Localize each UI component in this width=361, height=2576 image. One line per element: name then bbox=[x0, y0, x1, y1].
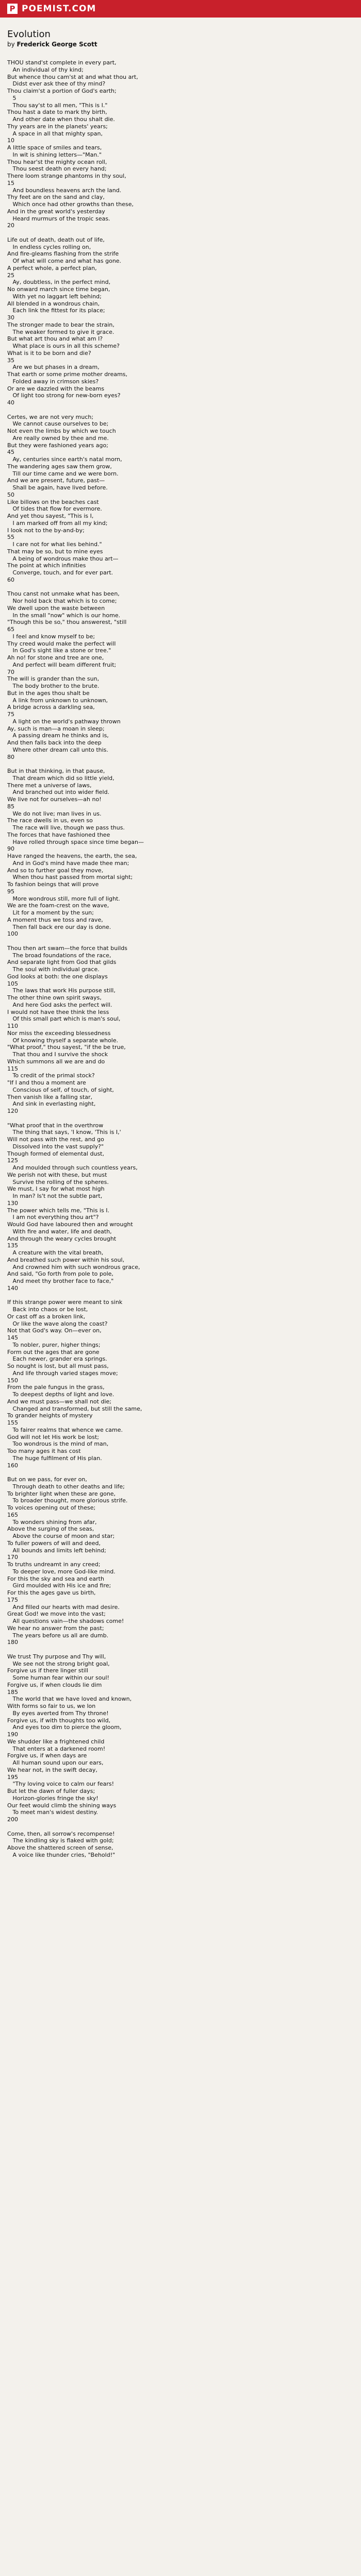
poem-line: The race will live, though we pass thus. bbox=[7, 824, 125, 831]
line-number: 195 bbox=[7, 1773, 18, 1781]
poem-line: Heard murmurs of the tropic seas. bbox=[7, 215, 110, 222]
poem-line: But they were fashioned years ago; bbox=[7, 442, 108, 449]
by-label: by bbox=[7, 41, 17, 48]
poem-byline bbox=[7, 41, 361, 48]
line-number: 55 bbox=[7, 534, 14, 541]
line-number: 25 bbox=[7, 272, 14, 279]
stanza-break bbox=[7, 406, 361, 414]
poem-line: Ay, doubtless, in the perfect mind, bbox=[7, 279, 111, 286]
poem-line: Conscious of self, of touch, of sight, bbox=[7, 1086, 114, 1093]
line-number: 65 bbox=[7, 626, 14, 633]
poem-line: Form out the ages that are gone bbox=[7, 1348, 100, 1355]
line-number: 145 bbox=[7, 1334, 18, 1341]
poem-line: "Though this be so," thou answerest, "still bbox=[7, 619, 127, 626]
poem-line: And sink in everlasting night, bbox=[7, 1100, 96, 1108]
poem-container bbox=[0, 18, 361, 1859]
poem-line: And breathed such power within his soul, bbox=[7, 1256, 125, 1263]
poem-line: And meet thy brother face to face," bbox=[7, 1278, 114, 1284]
poem-line: And crowned him with such wondrous grace, bbox=[7, 1263, 140, 1270]
poem-line: Come, then, all sorrow's recompense! bbox=[7, 1830, 115, 1837]
poem-line: Horizon-glories fringe the sky! bbox=[7, 1794, 99, 1802]
poem-line: Thy creed would make the perfect will bbox=[7, 640, 116, 647]
poemist-logo-icon[interactable]: P bbox=[7, 4, 18, 14]
poem-line: The power which tells me, "This is I. bbox=[7, 1207, 109, 1214]
poem-line: And in the great world's yesterday bbox=[7, 208, 105, 215]
poem-line: The will is grander than the sun, bbox=[7, 675, 100, 683]
poem-line: A moment thus we toss and rave, bbox=[7, 916, 103, 923]
poem-line: Each link the fittest for its place; bbox=[7, 307, 105, 314]
stanza-break bbox=[7, 584, 361, 591]
poem-line: The broad foundations of the race, bbox=[7, 952, 111, 959]
poem-line: The stronger made to bear the strain, bbox=[7, 321, 114, 328]
poem-line: Thou seest death on every hand; bbox=[7, 165, 107, 173]
poem-line: Our feet would climb the shining ways bbox=[7, 1802, 117, 1809]
poem-line: The other thine own spirit sways, bbox=[7, 994, 102, 1001]
poem-line: What is it to be born and die? bbox=[7, 349, 91, 357]
line-number: 150 bbox=[7, 1377, 18, 1384]
poem-line: Some human fear within our soul! bbox=[7, 1674, 109, 1681]
poem-line: For this the ages gave us birth, bbox=[7, 1589, 96, 1596]
poem-line: The world that we have loved and known, bbox=[7, 1696, 132, 1703]
poem-line: Are really owned by thee and me. bbox=[7, 434, 109, 442]
poem-line: The huge fulfilment of His plan. bbox=[7, 1454, 102, 1462]
poem-line: Dissolved into the vast supply?" bbox=[7, 1143, 104, 1150]
poem-line: Where other dream call unto this. bbox=[7, 746, 108, 753]
line-number: 75 bbox=[7, 711, 14, 718]
poem-line: In wit is shining letters—"Man." bbox=[7, 151, 102, 158]
poem-line: Too wondrous is the mind of man, bbox=[7, 1440, 109, 1448]
poem-line: The wandering ages saw them grow, bbox=[7, 463, 112, 470]
line-number: 130 bbox=[7, 1199, 18, 1207]
poem-line: And life through varied stages move; bbox=[7, 1369, 118, 1377]
poem-line: And we must pass—we shall not die; bbox=[7, 1398, 111, 1405]
poem-line: Folded away in crimson skies? bbox=[7, 378, 99, 385]
poem-line: The kindling sky is flaked with gold; bbox=[7, 1837, 114, 1844]
poem-line: A perfect whole, a perfect plan, bbox=[7, 264, 97, 272]
poem-line: Are we but phases in a dream, bbox=[7, 364, 100, 371]
poem-line: Nor hold back that which is to come; bbox=[7, 598, 117, 604]
poem-line: God will not let His work be lost; bbox=[7, 1433, 99, 1440]
poem-line: And yet thou sayest, "This is I, bbox=[7, 513, 94, 519]
poem-line: And other date when thou shalt die. bbox=[7, 116, 115, 123]
poem-line: Or like the wave along the coast? bbox=[7, 1320, 108, 1327]
line-number: 5 bbox=[7, 94, 17, 101]
poem-line: And through the weary cycles brought bbox=[7, 1235, 117, 1242]
poem-line: Though formed of elemental dust, bbox=[7, 1150, 104, 1157]
poem-line: And eyes too dim to pierce the gloom, bbox=[7, 1724, 122, 1731]
poem-line: Thou claim'st a portion of God's earth; bbox=[7, 88, 117, 94]
poem-line: A light on the world's pathway thrown bbox=[7, 718, 121, 725]
line-number: 165 bbox=[7, 1511, 18, 1518]
poem-line: The body brother to the brute. bbox=[7, 683, 100, 689]
poem-line: With forms so fair to us, we lon bbox=[7, 1703, 96, 1709]
poem-line: The thing that says, 'I know, 'This is I,' bbox=[7, 1129, 121, 1136]
poem-line: Back into chaos or be lost, bbox=[7, 1306, 88, 1313]
poem-line: That thou and I survive the shock bbox=[7, 1051, 108, 1058]
stanza-break bbox=[7, 938, 361, 945]
line-number: 40 bbox=[7, 399, 14, 406]
poem-line: "Thy loving voice to calm our fears! bbox=[7, 1781, 114, 1788]
poem-line: Till our time came and we were born. bbox=[7, 470, 119, 477]
poem-line: The point at which infinities bbox=[7, 562, 86, 569]
poem-line: Gird moulded with His ice and fire; bbox=[7, 1582, 111, 1589]
poem-line: And then falls back into the deep bbox=[7, 739, 102, 746]
line-number: 135 bbox=[7, 1242, 18, 1249]
poem-line: There loom strange phantoms in thy soul, bbox=[7, 173, 126, 179]
poem-line: Changed and transformed, but still the same, bbox=[7, 1405, 142, 1412]
poem-line: Above the course of moon and star; bbox=[7, 1533, 115, 1539]
poem-line: To truths undreamt in any creed; bbox=[7, 1561, 101, 1568]
poem-line: We trust Thy purpose and Thy will, bbox=[7, 1653, 106, 1660]
poem-line: A voice like thunder cries, "Behold!" bbox=[7, 1851, 116, 1858]
poem-line: Or cast off as a broken link, bbox=[7, 1313, 86, 1320]
poem-line: Ay, such is man—a moan in sleep; bbox=[7, 725, 105, 732]
poem-line: A bridge across a darkling sea, bbox=[7, 704, 95, 711]
poem-line: There met a universe of laws, bbox=[7, 782, 92, 789]
poem-line: That enters at a darkened room! bbox=[7, 1745, 106, 1752]
poem-line: That may be so, but to mine eyes bbox=[7, 548, 103, 555]
line-number: 50 bbox=[7, 491, 14, 498]
poem-line: To nobler, purer, higher things; bbox=[7, 1341, 101, 1348]
poem-line: Thou hear'st the mighty ocean roll, bbox=[7, 158, 107, 165]
poem-line: Nor miss the exceeding blessedness bbox=[7, 1029, 111, 1037]
stanza-break bbox=[7, 1292, 361, 1299]
poem-line: More wondrous still, more full of light. bbox=[7, 895, 120, 902]
poem-line: Not that God's way. On—ever on, bbox=[7, 1327, 102, 1334]
poem-line: The laws that work His purpose still, bbox=[7, 987, 116, 994]
poem-line: By eyes averted from Thy throne! bbox=[7, 1709, 109, 1717]
poem-line: Of knowing thyself a separate whole. bbox=[7, 1037, 119, 1044]
poem-line: With fire and water, life and death, bbox=[7, 1228, 112, 1235]
poem-line: To wonders shining from afar, bbox=[7, 1518, 97, 1526]
poem-line: Above the shattered screen of sense, bbox=[7, 1844, 113, 1851]
poem-line: And boundless heavens arch the land. bbox=[7, 187, 122, 194]
poem-line: To brighter light when these are gone, bbox=[7, 1490, 116, 1497]
poem-line: The years before us all are dumb. bbox=[7, 1632, 109, 1639]
poem-line: With yet no laggart left behind; bbox=[7, 293, 102, 300]
poem-body bbox=[7, 59, 361, 1859]
site-header bbox=[0, 0, 361, 18]
line-number: 175 bbox=[7, 1596, 18, 1603]
poem-line: Above the surging of the seas, bbox=[7, 1526, 94, 1533]
poem-line: For this the sky and sea and earth bbox=[7, 1575, 104, 1582]
poem-line: And moulded through such countless years, bbox=[7, 1164, 138, 1171]
poem-line: When thou hast passed from mortal sight; bbox=[7, 874, 133, 881]
author-link[interactable]: Frederick George Scott bbox=[17, 41, 97, 48]
poem-line: "What proof," thou sayest, "if the be true, bbox=[7, 1044, 126, 1051]
poem-line: A little space of smiles and tears, bbox=[7, 144, 102, 151]
poem-line: A space in all that mighty span, bbox=[7, 130, 103, 137]
poem-line: "If I and thou a moment are bbox=[7, 1079, 86, 1086]
poem-line: I am marked off from all my kind; bbox=[7, 519, 108, 527]
poem-line: Of tides that flow for evermore. bbox=[7, 505, 102, 513]
poem-line: And perfect will beam different fruit; bbox=[7, 661, 117, 668]
stanza-break bbox=[7, 1646, 361, 1653]
poem-line: We shudder like a frightened child bbox=[7, 1738, 105, 1745]
poem-line: To grander heights of mystery bbox=[7, 1412, 93, 1419]
poem-line: Have ranged the heavens, the earth, the sea, bbox=[7, 853, 137, 859]
poem-line: Which once had other growths than these, bbox=[7, 201, 134, 208]
line-number: 115 bbox=[7, 1065, 18, 1072]
poem-line: God looks at both: the one displays bbox=[7, 973, 108, 980]
poem-line: Survive the rolling of the spheres. bbox=[7, 1178, 109, 1185]
poem-line: In endless cycles rolling on, bbox=[7, 243, 91, 250]
poem-line: Not even the limbs by which we touch bbox=[7, 428, 116, 434]
poem-line: We hear not, in the swift decay, bbox=[7, 1766, 97, 1773]
line-number: 45 bbox=[7, 449, 14, 456]
poem-line: Thou canst not unmake what has been, bbox=[7, 590, 120, 598]
poem-line: Certes, we are not very much; bbox=[7, 413, 94, 420]
stanza-break bbox=[7, 229, 361, 236]
poem-line: But in that thinking, in that pause, bbox=[7, 768, 105, 774]
poem-line: We must, I say for what most high bbox=[7, 1185, 105, 1193]
poem-line: Lit for a moment by the sun; bbox=[7, 909, 94, 916]
poem-line: And said, "Go forth from pole to pole, bbox=[7, 1270, 113, 1278]
poem-line: The weaker formed to give it grace. bbox=[7, 328, 114, 335]
poem-line: The forces that have fashioned thee bbox=[7, 831, 110, 838]
poem-line: Will not pass with the rest, and go bbox=[7, 1136, 104, 1143]
poem-line: Or are we dazzled with the beams bbox=[7, 385, 105, 392]
line-number: 95 bbox=[7, 888, 14, 895]
line-number: 155 bbox=[7, 1419, 18, 1426]
line-number: 70 bbox=[7, 668, 14, 675]
poem-line: But whence thou cam'st at and what thou art, bbox=[7, 73, 138, 80]
poem-line: To deeper love, more God-like mind. bbox=[7, 1568, 116, 1575]
poem-line: Forgive us, if when clouds lie dim bbox=[7, 1681, 102, 1688]
line-number: 105 bbox=[7, 980, 18, 987]
poem-line: To credit of the primal stock? bbox=[7, 1072, 95, 1079]
poem-line: And in God's mind have made thee man; bbox=[7, 859, 129, 867]
line-number: 85 bbox=[7, 803, 14, 810]
poem-line: We hear no answer from the past; bbox=[7, 1624, 104, 1632]
poem-line: A passing dream he thinks and is, bbox=[7, 732, 109, 739]
poem-line: We are the foam-crest on the wave, bbox=[7, 902, 109, 909]
poem-line: And so to further goal they move, bbox=[7, 867, 104, 874]
poem-line: To meet man's widest destiny. bbox=[7, 1809, 98, 1816]
poem-line: Great God! we move into the vast; bbox=[7, 1611, 106, 1618]
line-number: 190 bbox=[7, 1731, 18, 1738]
stanza-break bbox=[7, 1823, 361, 1831]
poem-line: All human sound upon our ears, bbox=[7, 1759, 104, 1766]
poem-line: We perish not with these, but must bbox=[7, 1171, 107, 1178]
line-number: 15 bbox=[7, 179, 14, 187]
poem-line: In man? Is't not the subtle part, bbox=[7, 1193, 103, 1199]
poem-line: We dwell upon the waste between bbox=[7, 604, 105, 612]
poem-line: Of light too strong for new-born eyes? bbox=[7, 392, 121, 399]
poem-line: Shall be again, have lived before. bbox=[7, 484, 108, 491]
poem-line: Ay, centuries since earth's natal morn, bbox=[7, 456, 122, 463]
poem-line: And filled our hearts with mad desire. bbox=[7, 1603, 120, 1611]
poem-line: Thy years are in the planets' years; bbox=[7, 123, 108, 130]
poem-line: That dream which did so little yield, bbox=[7, 774, 114, 782]
line-number: 60 bbox=[7, 576, 14, 583]
poem-line: We do not live; man lives in us. bbox=[7, 810, 102, 817]
poem-line: Then vanish like a falling star, bbox=[7, 1093, 93, 1100]
line-number: 10 bbox=[7, 137, 14, 144]
poem-line: And separate light from God that gilds bbox=[7, 959, 117, 966]
poem-line: I feel and know myself to be; bbox=[7, 633, 95, 640]
poem-line: Of this small part which is man's soul, bbox=[7, 1015, 121, 1023]
poem-line: But what art thou and what am I? bbox=[7, 335, 103, 343]
poem-line: The soul with individual grace. bbox=[7, 966, 100, 973]
poem-line: I care not for what lies behind." bbox=[7, 541, 102, 548]
poem-line: "What proof that in the overthrow bbox=[7, 1122, 104, 1129]
poem-line: But let the dawn of fuller days; bbox=[7, 1788, 95, 1794]
line-number: 200 bbox=[7, 1816, 18, 1823]
poem-line: But in the ages thou shalt be bbox=[7, 689, 90, 697]
stanza-break bbox=[7, 1469, 361, 1476]
poem-title: Evolution bbox=[7, 29, 51, 40]
line-number: 100 bbox=[7, 930, 18, 938]
poem-line: The race dwells in us, even so bbox=[7, 817, 93, 824]
line-number: 180 bbox=[7, 1639, 18, 1646]
line-number: 20 bbox=[7, 222, 14, 229]
poem-line: No onward march since time began, bbox=[7, 286, 110, 293]
poem-line: Forgive us if there linger still bbox=[7, 1667, 89, 1674]
poem-line: Thou hast a date to mark thy birth, bbox=[7, 109, 107, 116]
poem-line: To broader thought, more glorious strife. bbox=[7, 1497, 128, 1504]
poem-line: To voices opening out of these; bbox=[7, 1504, 96, 1511]
line-number: 170 bbox=[7, 1554, 18, 1561]
poem-line: An individual of thy kind; bbox=[7, 66, 84, 73]
poem-line: All bounds and limits left behind; bbox=[7, 1547, 106, 1554]
poem-line: And we are present, future, past— bbox=[7, 477, 105, 484]
line-number: 30 bbox=[7, 314, 14, 321]
line-number: 140 bbox=[7, 1284, 18, 1292]
line-number: 125 bbox=[7, 1157, 18, 1164]
poem-line: All questions vain—the shadows come! bbox=[7, 1618, 124, 1624]
poem-line: And fire-gleams flashing from the strife bbox=[7, 250, 119, 258]
line-number: 90 bbox=[7, 845, 14, 853]
poem-line: Of what will come and what has gone. bbox=[7, 258, 122, 264]
poem-line: Have rolled through space since time began— bbox=[7, 838, 144, 845]
poem-line: Would God have laboured then and wrought bbox=[7, 1221, 133, 1228]
poem-line: We see not the strong bright goal, bbox=[7, 1660, 110, 1667]
line-number: 35 bbox=[7, 357, 14, 364]
poem-line: A being of wondrous make thou art— bbox=[7, 555, 119, 562]
poem-line: Through death to other deaths and life; bbox=[7, 1483, 125, 1490]
line-number: 110 bbox=[7, 1023, 18, 1029]
poem-line: We cannot cause ourselves to be; bbox=[7, 420, 109, 428]
poem-line: I look not to the by-and-by; bbox=[7, 527, 85, 534]
poem-line: In God's sight like a stone or tree." bbox=[7, 647, 111, 654]
poem-line: I would not have thee think the less bbox=[7, 1008, 109, 1015]
poem-line: Then fall back ere our day is done. bbox=[7, 923, 111, 930]
poem-line: Life out of death, death out of life, bbox=[7, 236, 105, 243]
poem-line: Converge, touch, and for ever part. bbox=[7, 569, 113, 576]
poem-line: Too many ages it has cost bbox=[7, 1448, 81, 1454]
poem-line: That earth or some prime mother dreams, bbox=[7, 371, 128, 378]
poem-line: Didst ever ask thee of thy mind? bbox=[7, 80, 106, 88]
poem-line: But on we pass, for ever on, bbox=[7, 1476, 87, 1483]
poem-line: If this strange power were meant to sink bbox=[7, 1299, 123, 1306]
poem-line: A link from unknown to unknown, bbox=[7, 697, 108, 704]
poem-line: Each newer, grander era springs. bbox=[7, 1355, 107, 1363]
poem-line: Like billows on the beaches cast bbox=[7, 498, 99, 505]
poem-line: Thy feet are on the sand and clay, bbox=[7, 194, 105, 201]
poem-line: To fashion beings that will prove bbox=[7, 881, 99, 888]
site-logo-text[interactable]: POEMIST.COM bbox=[22, 4, 96, 14]
poem-line: We live not for ourselves—ah no! bbox=[7, 796, 102, 803]
poem-line: Forgive us, if with thoughts too wild, bbox=[7, 1717, 111, 1724]
poem-line: And here God asks the perfect will. bbox=[7, 1001, 112, 1008]
poem-line: All blended in a wondrous chain, bbox=[7, 300, 100, 307]
poem-line: What place is ours in all this scheme? bbox=[7, 343, 120, 349]
line-number: 80 bbox=[7, 753, 14, 760]
poem-line: To deepest depths of light and love. bbox=[7, 1391, 114, 1398]
poem-line: In the small "now" which is our home. bbox=[7, 612, 121, 619]
poem-line: Forgive us, if when days are bbox=[7, 1752, 87, 1759]
poem-line: Ah no! for stone and tree are one, bbox=[7, 654, 104, 661]
line-number: 160 bbox=[7, 1462, 18, 1469]
poem-line: A creature with the vital breath, bbox=[7, 1249, 104, 1256]
poem-line: I am not everything thou art"? bbox=[7, 1214, 99, 1221]
line-number: 185 bbox=[7, 1688, 18, 1696]
poem-line: From the pale fungus in the grass, bbox=[7, 1384, 105, 1391]
poem-line: To fairer realms that whence we came. bbox=[7, 1426, 123, 1433]
poem-line: Thou say'st to all men, "This is I." bbox=[7, 101, 108, 109]
stanza-break bbox=[7, 1115, 361, 1122]
poem-line: THOU stand'st complete in every part, bbox=[7, 59, 117, 66]
poem-line: To fuller powers of will and deed, bbox=[7, 1539, 101, 1547]
poem-line: And branched out into wider field. bbox=[7, 789, 110, 796]
stanza-break bbox=[7, 760, 361, 768]
poem-line: Which summons all we are and do bbox=[7, 1058, 105, 1065]
poem-line: Thou then art swam—the force that builds bbox=[7, 944, 128, 952]
poem-line: So nought is lost, but all must pass, bbox=[7, 1363, 109, 1369]
line-number: 120 bbox=[7, 1108, 18, 1114]
